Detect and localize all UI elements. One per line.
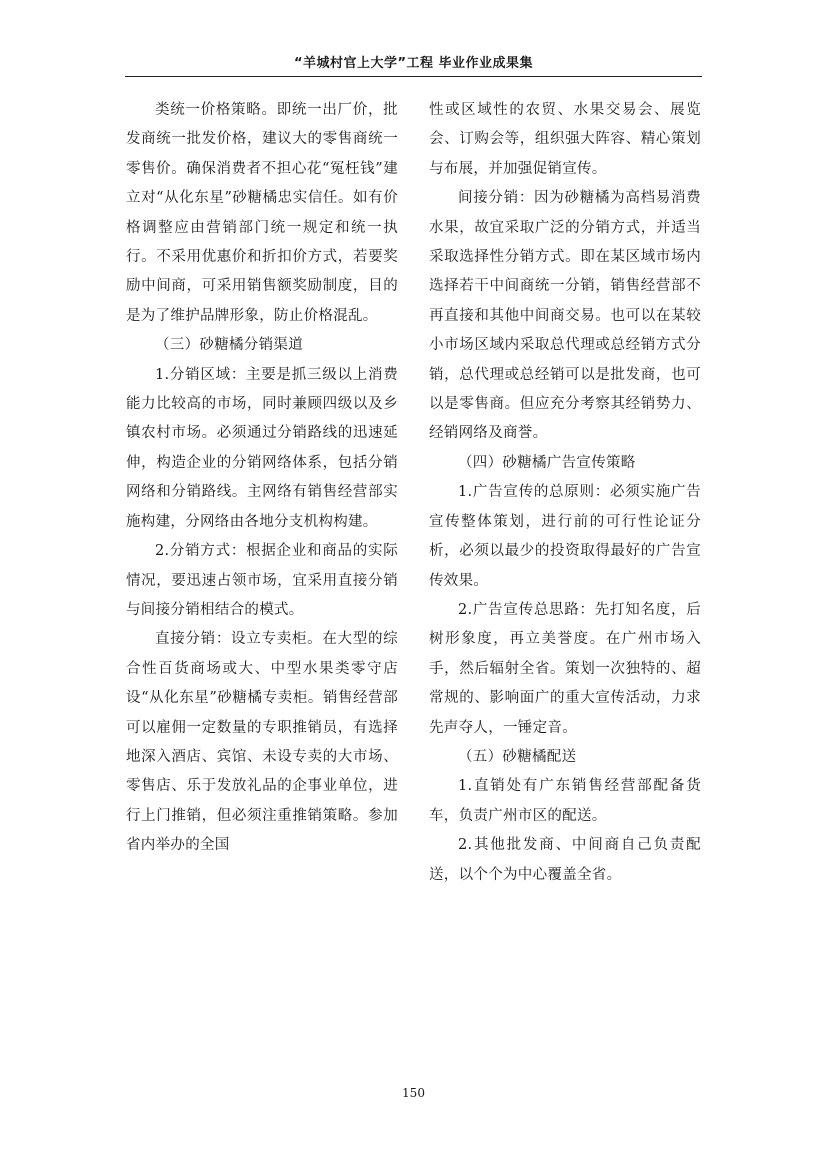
paragraph: 1.直销处有广东销售经营部配备货车，负责广州市区的配送。 [429, 778, 701, 824]
paragraph: 1.广告宣传的总原则：必须实施广告宣传整体策划，进行前的可行性论证分析，必须以最少的投资取得最好的广告宣传效果。 [429, 484, 701, 589]
page-header-title: “羊城村官上大学”工程 毕业作业成果集 [293, 56, 534, 71]
paragraph: 直接分销：设立专卖柜。在大型的综合性百货商场或大、中型水果类零守店设“从化东星”砂糖橘专卖柜。销售经营部可以雇佣一定数量的专职推销员，有选择地深入酒店、宾馆、未设专卖的大市场、零售店、乐于发放礼品的企事业单位，进行上门推销，但必须注重推销策略。参加省内举办的全国 [126, 631, 398, 854]
paragraph: 间接分销：因为砂糖橘为高档易消费水果，故宜采取广泛的分销方式，并适当采取选择性分销方式。即在某区域市场内选择若干中间商统一分销，销售经营部不再直接和其他中间商交易。也可以在某较小市场区域内采取总代理或总经销方式分销，总代理或总经销可以是批发商，也可以是零售商。但应充分考察其经销势力、经销网络及商誉。 [429, 190, 701, 442]
section-heading: （三）砂糖橘分销渠道 [155, 337, 303, 354]
paragraph: 2.广告宣传总思路：先打知名度，后树形象度，再立美誉度。在广州市场入手，然后辐射全省。策划一次独特的、超常规的、影响面广的重大宣传活动，力求先声夺人，一锤定音。 [429, 601, 701, 736]
section-heading: （五）砂糖橘配送 [458, 748, 577, 765]
paragraph: 类统一价格策略。即统一出厂价，批发商统一批发价格，建议大的零售商统一零售价。确保消费者不担心花“冤枉钱”建立对“从化东星”砂糖橘忠实信任。如有价格调整应由营销部门统一规定和统一执行。不采用优惠价和折扣价方式，若要奖励中间商，可采用销售额奖励制度，目的是为了维护品牌形象，防止价格混乱。 [126, 102, 398, 324]
section-heading: （四）砂糖橘广告宣传策略 [458, 454, 636, 471]
paragraph: 性或区域性的农贸、水果交易会、展览会、订购会等，组织强大阵容、精心策划与布展，并加强促销宣传。 [429, 102, 701, 177]
right-column [429, 96, 701, 890]
left-column [126, 96, 398, 861]
paragraph: 2.分销方式：根据企业和商品的实际情况，要迅速占领市场，宜采用直接分销与间接分销相结合的模式。 [126, 543, 398, 618]
paragraph: 1.分销区域：主要是抓三级以上消费能力比较高的市场，同时兼顾四级以及乡镇农村市场。必须通过分销路线的迅速延伸，构造企业的分销网络体系，包括分销网络和分销路线。主网络有销售经营部实施构建，分网络由各地分支机构构建。 [126, 366, 398, 530]
page-number: 150 [402, 1086, 425, 1100]
header-rule [125, 76, 702, 77]
paragraph: 2.其他批发商、中间商自己负责配送，以个个为中心覆盖全省。 [429, 837, 701, 883]
